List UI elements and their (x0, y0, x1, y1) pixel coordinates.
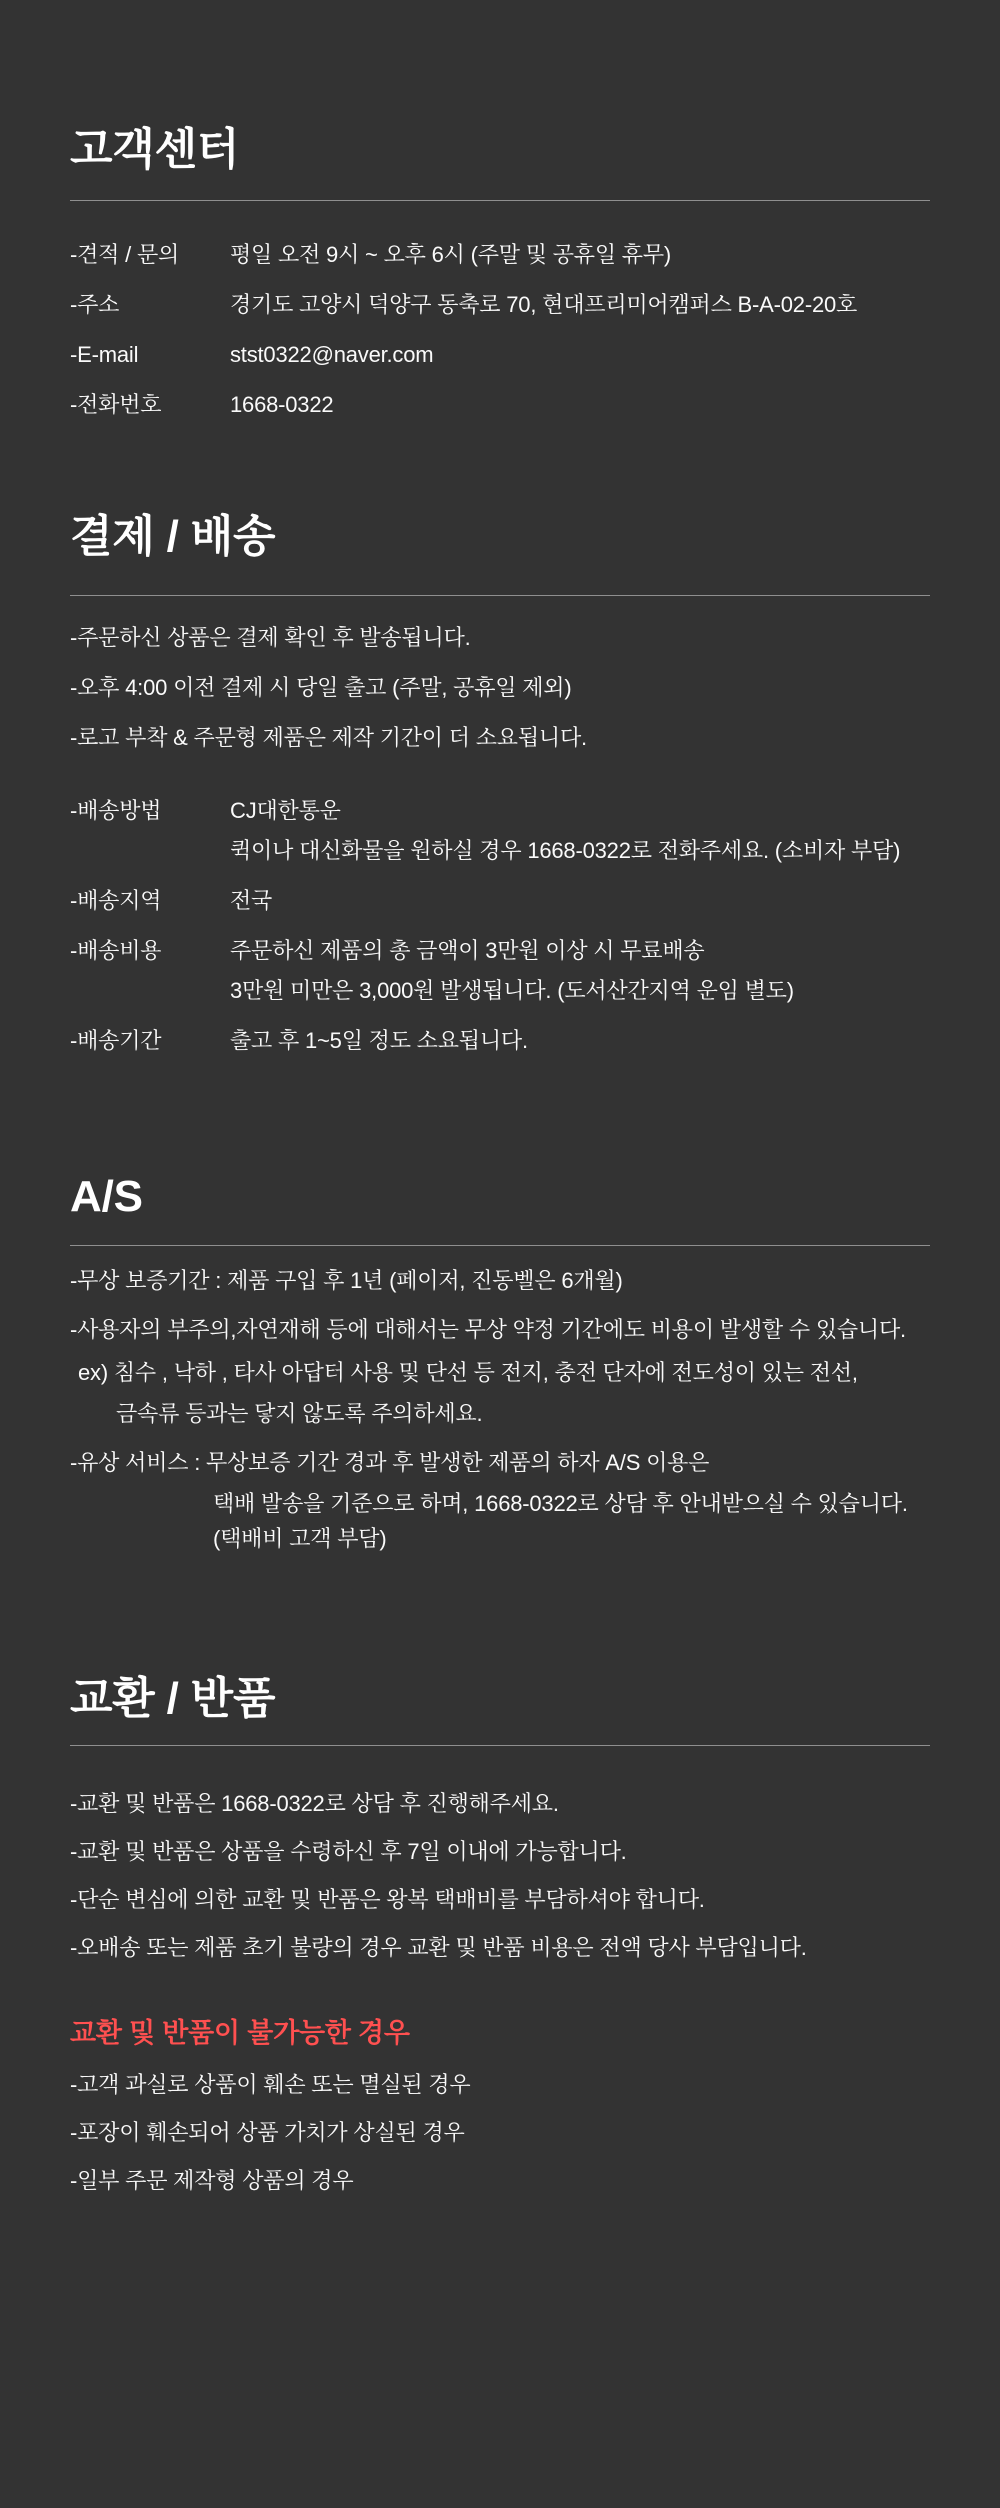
exchange-return-notes (70, 1792, 930, 1959)
row-label: -견적 / 문의 (70, 242, 180, 267)
value-line: 평일 오전 9시 ~ 오후 6시 (주말 및 공휴일 휴무) (230, 242, 672, 267)
as-line-paid-service-cont: 택배 발송을 기준으로 하며, 1668-0322로 상담 후 안내받으실 수 있습니다. (213, 1491, 908, 1516)
section-as (70, 1173, 930, 1550)
impossible-case-line: -고객 과실로 상품이 훼손 또는 멸실된 경우 (70, 2072, 471, 2097)
section-payment-shipping (70, 513, 930, 1052)
note-line: -오후 4:00 이전 결제 시 당일 출고 (주말, 공휴일 제외) (70, 675, 572, 700)
note-line: -주문하신 상품은 결제 확인 후 발송됩니다. (70, 625, 471, 650)
impossible-case-line: -일부 주문 제작형 상품의 경우 (70, 2168, 354, 2193)
value-line: 퀵이나 대신화물을 원하실 경우 1668-0322로 전화주세요. (소비자 부담) (230, 838, 901, 863)
impossible-case-line: -포장이 훼손되어 상품 가치가 상실된 경우 (70, 2120, 465, 2145)
row-label: -배송방법 (70, 798, 162, 823)
section-exchange-return (70, 1675, 930, 2192)
note-line: -오배송 또는 제품 초기 불량의 경우 교환 및 반품 비용은 전액 당사 부담입니다. (70, 1935, 807, 1960)
as-title: A/S (70, 1172, 143, 1221)
divider (70, 200, 930, 201)
value-line: CJ대한통운 (230, 798, 341, 823)
section-customer-center (70, 126, 930, 416)
divider (70, 1745, 930, 1746)
row-label: -전화번호 (70, 392, 162, 417)
payment-shipping-notes (70, 626, 930, 749)
as-line-examples: ex) 침수 , 낙하 , 타사 아답터 사용 및 단선 등 전지, 충전 단자에 전도성이 있는 전선, (78, 1360, 858, 1385)
value-line: 경기도 고양시 덕양구 동축로 70, 현대프리미어캠퍼스 B-A-02-20호 (230, 292, 858, 317)
value-line: 주문하신 제품의 총 금액이 3만원 이상 시 무료배송 (230, 938, 705, 963)
divider (70, 595, 930, 596)
value-line: 전국 (230, 888, 273, 913)
note-line: -교환 및 반품은 상품을 수령하신 후 7일 이내에 가능합니다. (70, 1839, 627, 1864)
row-value (230, 243, 930, 266)
payment-shipping-title: 결제 / 배송 (70, 512, 276, 561)
info-row-ship-area (70, 889, 930, 912)
as-line-examples-cont: 금속류 등과는 닿지 않도록 주의하세요. (116, 1401, 483, 1426)
row-label: -배송기간 (70, 1028, 162, 1053)
row-label: -E-mail (70, 342, 139, 367)
row-value (230, 1029, 930, 1052)
note-line: -로고 부착 & 주문형 제품은 제작 기간이 더 소요됩니다. (70, 725, 587, 750)
as-line-paid-service: -유상 서비스 : 무상보증 기간 경과 후 발생한 제품의 하자 A/S 이용은 (70, 1450, 710, 1475)
info-row-address (70, 293, 930, 316)
customer-center-title: 고객센터 (70, 125, 240, 174)
impossible-cases-heading: 교환 및 반품이 불가능한 경우 (70, 2018, 410, 2048)
customer-center-rows (70, 243, 930, 416)
row-value (230, 293, 930, 316)
row-value (230, 939, 930, 1002)
row-value (230, 799, 930, 862)
info-row-inquiry (70, 243, 930, 266)
row-label: -주소 (70, 292, 120, 317)
row-value (230, 889, 930, 912)
value-line: 1668-0322 (230, 392, 334, 417)
shipping-rows (70, 799, 930, 1052)
note-line: -단순 변심에 의한 교환 및 반품은 왕복 택배비를 부담하셔야 합니다. (70, 1887, 705, 1912)
exchange-return-title: 교환 / 반품 (70, 1674, 276, 1723)
info-row-email (70, 343, 930, 366)
note-line: -교환 및 반품은 1668-0322로 상담 후 진행해주세요. (70, 1791, 559, 1816)
customer-info-page (0, 126, 1000, 2192)
info-row-phone (70, 393, 930, 416)
as-notes (70, 1269, 930, 1550)
divider (70, 1245, 930, 1246)
as-line-user-fault: -사용자의 부주의,자연재해 등에 대해서는 무상 약정 기간에도 비용이 발생할 수 있습니다. (70, 1317, 906, 1342)
value-line: 3만원 미만은 3,000원 발생됩니다. (도서산간지역 운임 별도) (230, 978, 794, 1003)
row-value (230, 393, 930, 416)
value-line: stst0322@naver.com (230, 342, 434, 367)
value-line: 출고 후 1~5일 정도 소요됩니다. (230, 1028, 528, 1053)
as-line-courier-fee: (택배비 고객 부담) (213, 1526, 387, 1551)
info-row-ship-time (70, 1029, 930, 1052)
info-row-ship-method (70, 799, 930, 862)
as-line-warranty: -무상 보증기간 : 제품 구입 후 1년 (페이저, 진동벨은 6개월) (70, 1268, 623, 1293)
row-value (230, 343, 930, 366)
impossible-cases-list (70, 2073, 930, 2192)
row-label: -배송지역 (70, 888, 162, 913)
info-row-ship-cost (70, 939, 930, 1002)
row-label: -배송비용 (70, 938, 162, 963)
